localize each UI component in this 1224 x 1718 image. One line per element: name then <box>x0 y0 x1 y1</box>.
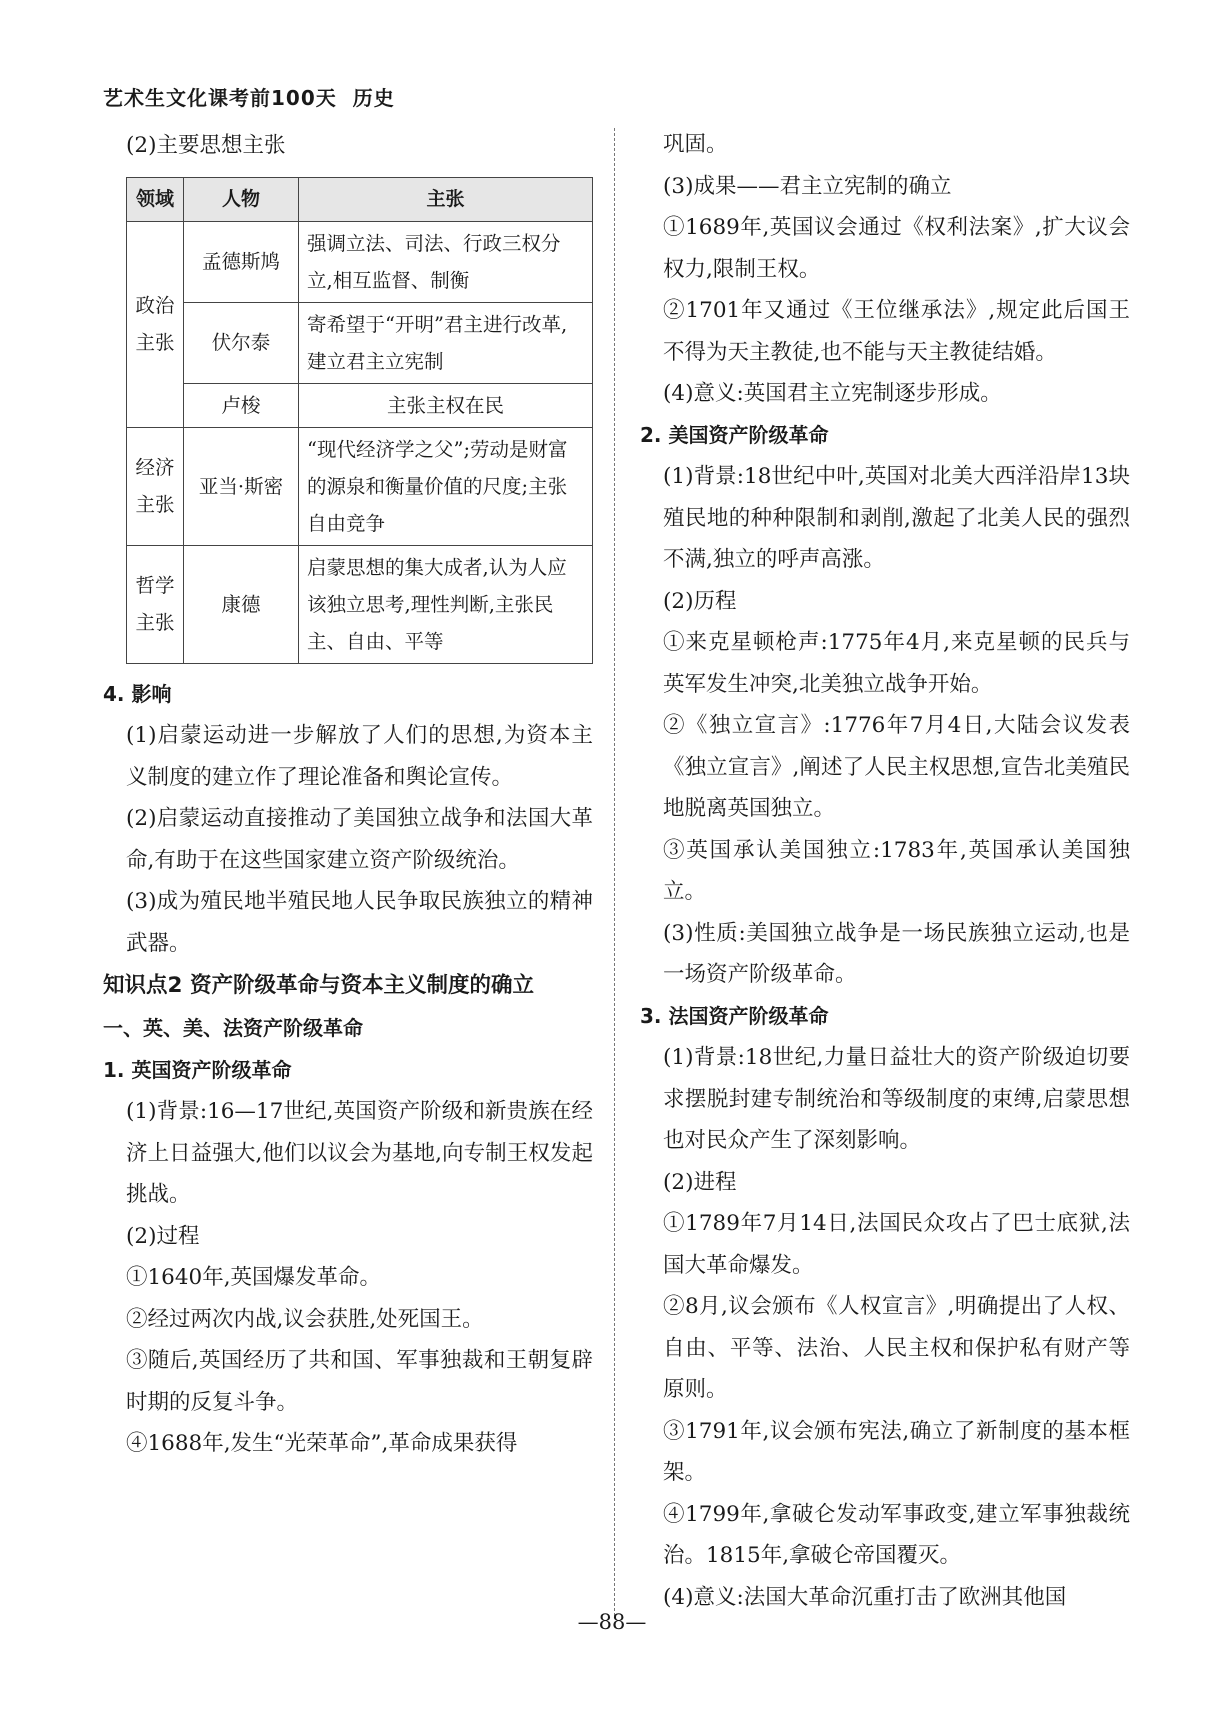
left-column <box>103 125 593 1465</box>
paragraph: ③1791年,议会颁布宪法,确立了新制度的基本框架。 <box>663 1418 1130 1485</box>
paragraph: ①来克星顿枪声:1775年4月,来克星顿的民兵与英军发生冲突,北美独立战争开始。 <box>663 630 1130 697</box>
field-politics: 政治主张 <box>135 294 175 354</box>
book-title: 艺术生文化课考前100天 <box>103 86 337 110</box>
ideas-heading: (2)主要思想主张 <box>126 133 286 158</box>
paragraph: (4)意义:法国大革命沉重打击了欧洲其他国 <box>663 1584 1067 1610</box>
paragraph: ②8月,议会颁布《人权宣言》,明确提出了人权、自由、平等、法治、人民主权和保护私有财产等原则。 <box>663 1294 1130 1402</box>
section-heading: 一、英、美、法资产阶级革命 <box>103 1016 363 1040</box>
field-cell: 经济主张 <box>127 427 184 545</box>
person-cell: 伏尔泰 <box>184 302 299 383</box>
claim-cell: “现代经济学之父”;劳动是财富的源泉和衡量价值的尺度;主张自由竞争 <box>299 427 593 545</box>
table-header-cell: 领域 <box>127 177 184 221</box>
claim-cell: 主张主权在民 <box>299 383 593 427</box>
paragraph: ④1688年,发生“光荣革命”,革命成果获得 <box>126 1431 518 1456</box>
paragraph: ②1701年又通过《王位继承法》,规定此后国王不得为天主教徒,也不能与天主教徒结婚。 <box>663 298 1130 365</box>
claim-cell: 启蒙思想的集大成者,认为人应该独立思考,理性判断,主张民主、自由、平等 <box>299 545 593 663</box>
table-row <box>127 545 593 663</box>
paragraph: ②经过两次内战,议会获胜,处死国王。 <box>126 1306 484 1332</box>
person-cell: 孟德斯鸠 <box>184 221 299 302</box>
right-column <box>640 124 1130 1618</box>
table-header-row <box>127 177 593 221</box>
paragraph: ③随后,英国经历了共和国、军事独裁和王朝复辟时期的反复斗争。 <box>126 1348 593 1415</box>
paragraph: (3)成果——君主立宪制的确立 <box>663 173 952 199</box>
subject-label: 历史 <box>352 86 395 110</box>
paragraph: (3)性质:美国独立战争是一场民族独立运动,也是一场资产阶级革命。 <box>663 920 1130 987</box>
person-cell: 亚当·斯密 <box>184 427 299 545</box>
table-row <box>127 221 593 302</box>
page-number: —88— <box>577 1610 647 1634</box>
person-cell: 康德 <box>184 545 299 663</box>
field-cell <box>127 221 184 427</box>
table-header-cell: 人物 <box>184 177 299 221</box>
person-cell: 卢梭 <box>184 383 299 427</box>
america-heading: 2. 美国资产阶级革命 <box>640 422 829 447</box>
paragraph: ①1789年7月14日,法国民众攻占了巴士底狱,法国大革命爆发。 <box>663 1211 1130 1278</box>
table-row <box>127 302 593 383</box>
enlightenment-table <box>126 177 593 664</box>
field-cell: 哲学主张 <box>127 545 184 663</box>
britain-heading: 1. 英国资产阶级革命 <box>103 1057 292 1082</box>
paragraph: ②《独立宣言》:1776年7月4日,大陆会议发表《独立宣言》,阐述了人民主权思想,宣告北美殖民地脱离英国独立。 <box>663 713 1130 821</box>
paragraph: (1)背景:16—17世纪,英国资产阶级和新贵族在经济上日益强大,他们以议会为基地,向专制王权发起挑战。 <box>126 1099 593 1207</box>
paragraph: (2)进程 <box>663 1169 737 1195</box>
claim-cell: 寄希望于“开明”君主进行改革,建立君主立宪制 <box>299 302 593 383</box>
paragraph: (2)启蒙运动直接推动了美国独立战争和法国大革命,有助于在这些国家建立资产阶级统治。 <box>126 806 593 873</box>
influence-heading: 4. 影响 <box>103 681 172 706</box>
paragraph: ①1640年,英国爆发革命。 <box>126 1265 382 1290</box>
paragraph: (1)背景:18世纪中叶,英国对北美大西洋沿岸13块殖民地的种种限制和剥削,激起了北美人民的强烈不满,独立的呼声高涨。 <box>663 464 1130 572</box>
france-heading: 3. 法国资产阶级革命 <box>640 1003 829 1028</box>
paragraph: (4)意义:英国君主立宪制逐步形成。 <box>663 381 1002 406</box>
paragraph: 巩固。 <box>663 132 728 157</box>
paragraph: ④1799年,拿破仑发动军事政变,建立军事独裁统治。1815年,拿破仑帝国覆灭。 <box>663 1501 1130 1568</box>
page-header <box>103 82 395 111</box>
paragraph: (1)启蒙运动进一步解放了人们的思想,为资本主义制度的建立作了理论准备和舆论宣传。 <box>126 723 593 790</box>
table-header-cell: 主张 <box>299 177 593 221</box>
paragraph: ①1689年,英国议会通过《权利法案》,扩大议会权力,限制王权。 <box>663 215 1130 282</box>
table-row <box>127 383 593 427</box>
paragraph: (3)成为殖民地半殖民地人民争取民族独立的精神武器。 <box>126 889 593 956</box>
column-divider <box>614 128 615 1616</box>
table-row <box>127 427 593 545</box>
paragraph: (2)历程 <box>663 588 737 614</box>
paragraph: ③英国承认美国独立:1783年,英国承认美国独立。 <box>663 837 1130 904</box>
paragraph: (1)背景:18世纪,力量日益壮大的资产阶级迫切要求摆脱封建专制统治和等级制度的束缚,启蒙思想也对民众产生了深刻影响。 <box>663 1045 1130 1153</box>
paragraph: (2)过程 <box>126 1223 200 1249</box>
claim-cell: 强调立法、司法、行政三权分立,相互监督、制衡 <box>299 221 593 302</box>
knowledge-point-title: 知识点2 资产阶级革命与资本主义制度的确立 <box>103 973 534 998</box>
